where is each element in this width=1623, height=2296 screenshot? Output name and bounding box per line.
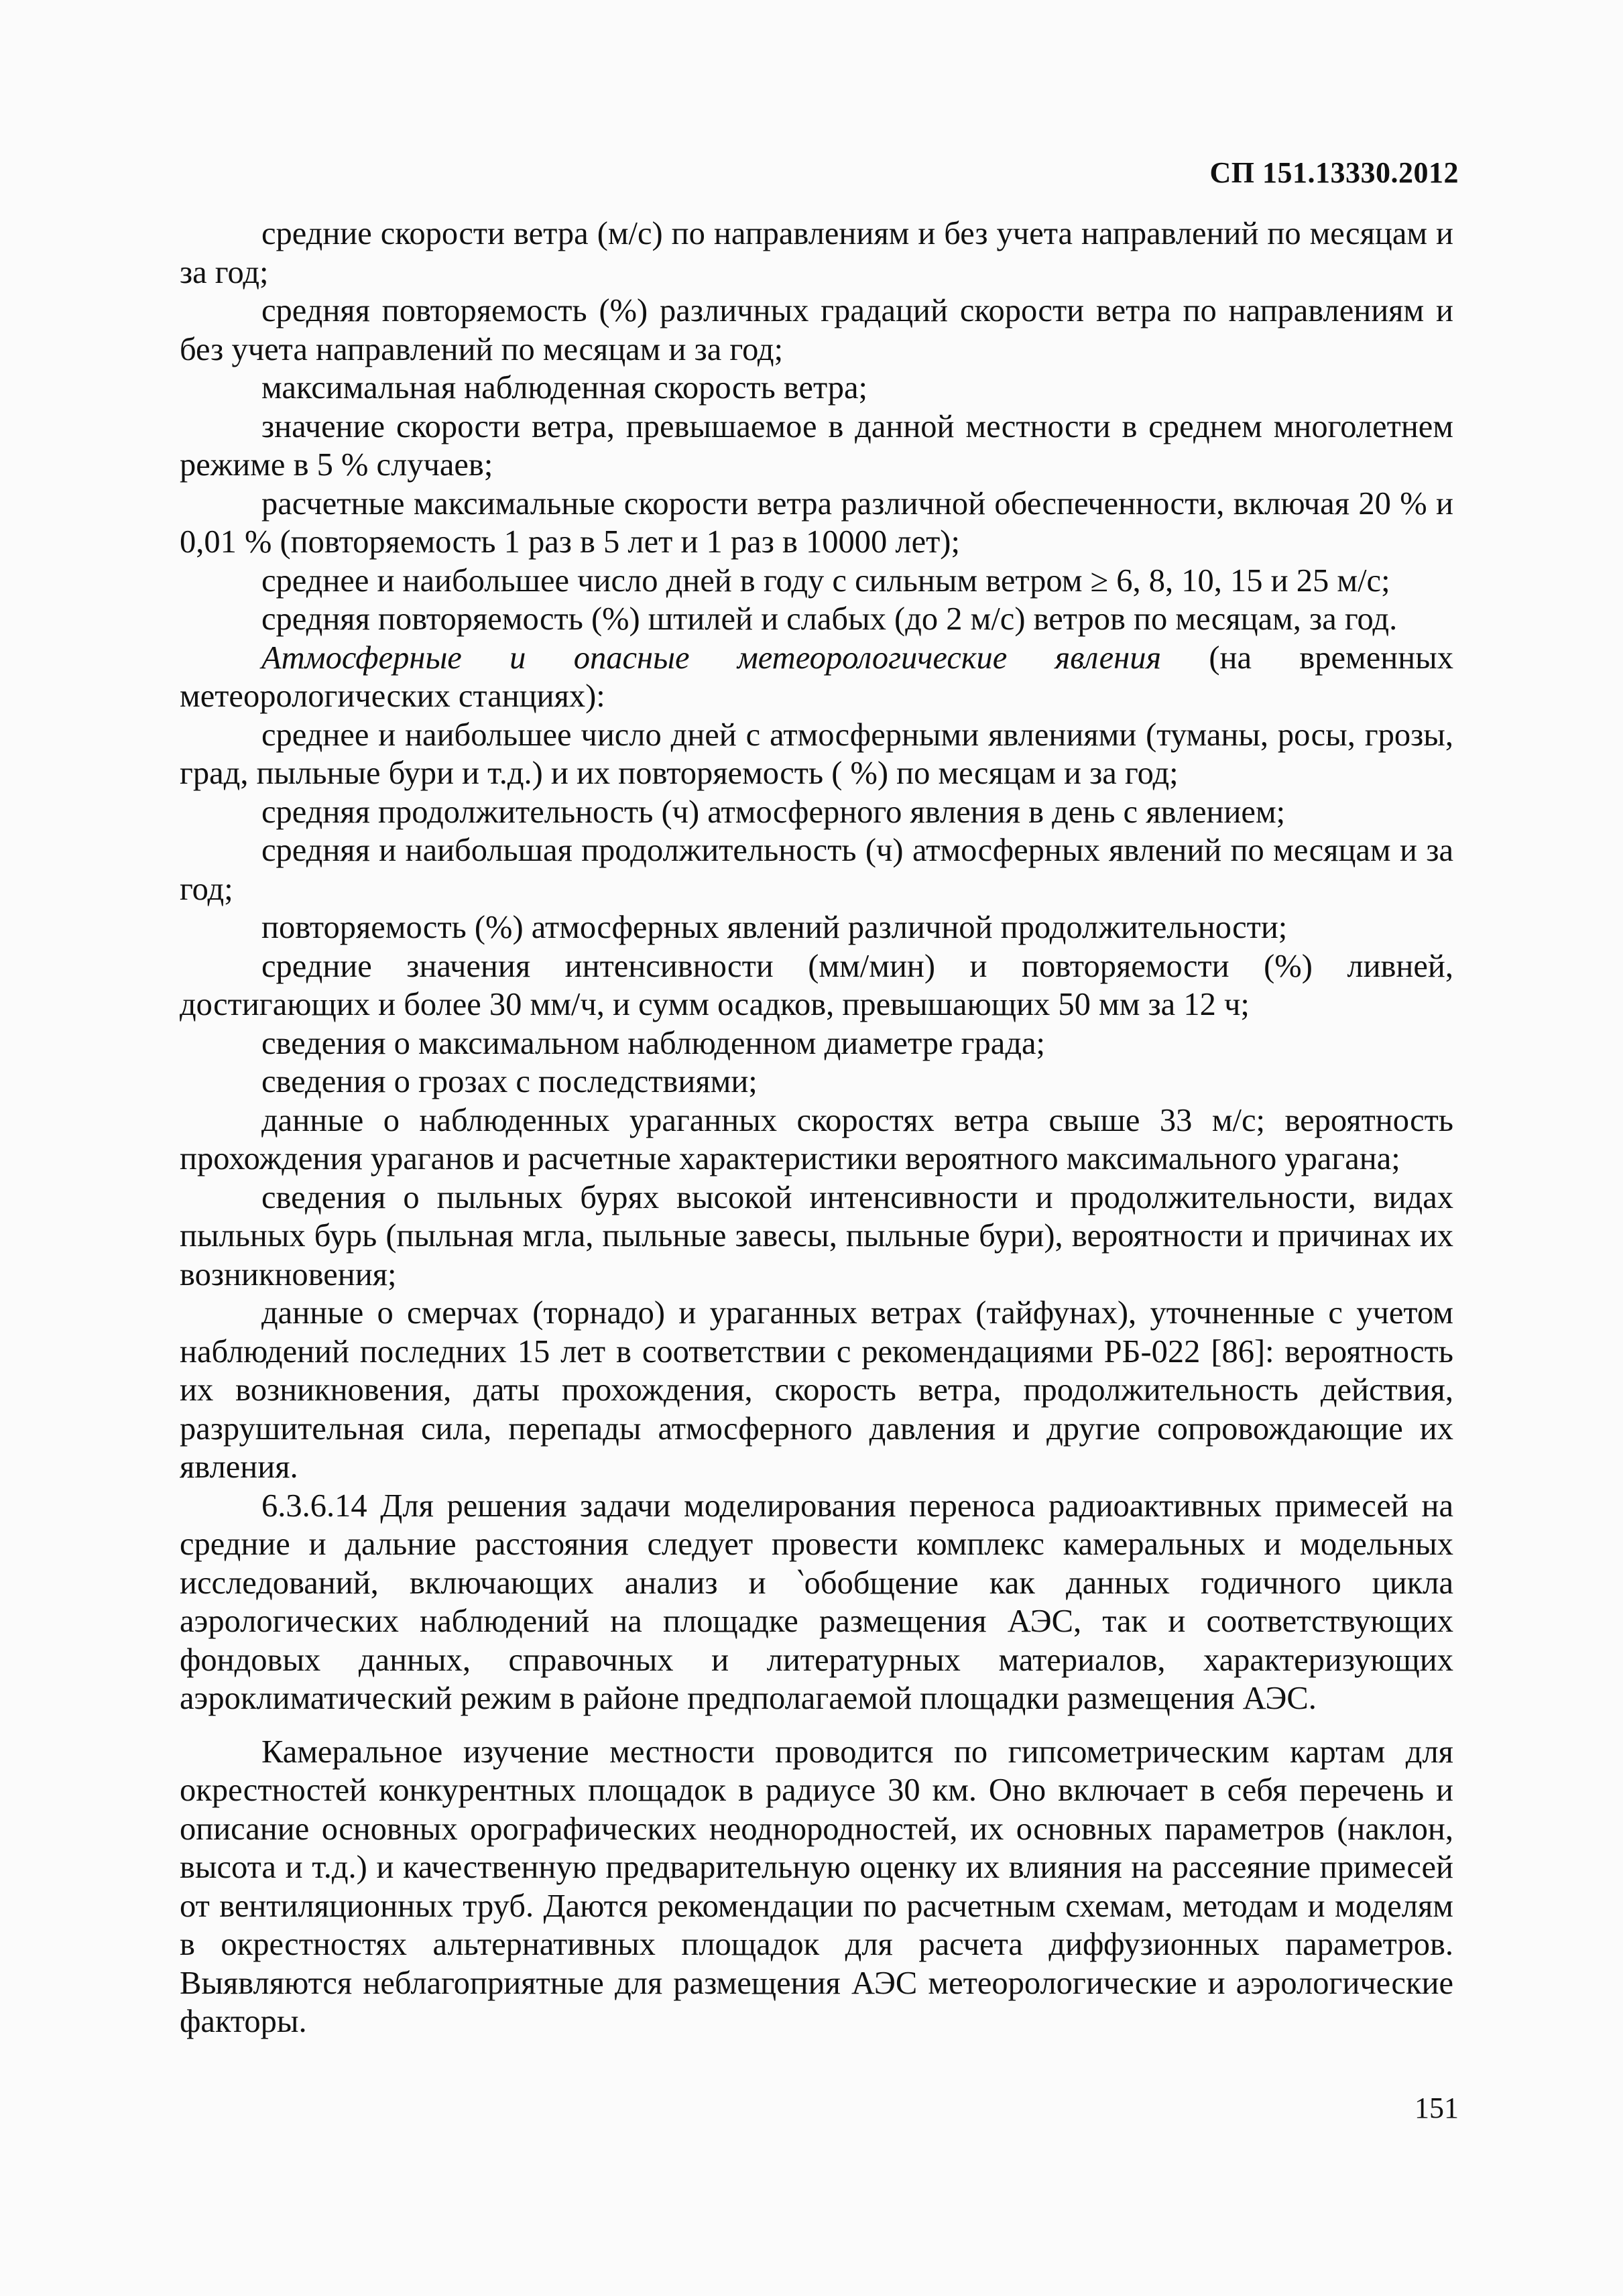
paragraph: средние значения интенсивности (мм/мин) и повторяемости (%) ливней, достигающих и более 30 мм/ч, и сумм осадков, превышающих 50 мм за 12 ч; — [180, 948, 1453, 1022]
paragraph: среднее и наибольшее число дней в году с сильным ветром ≥ 6, 8, 10, 15 и 25 м/с; — [261, 562, 1390, 599]
paragraph: средняя и наибольшая продолжительность (ч) атмосферных явлений по месяцам и за год; — [180, 833, 1453, 907]
paragraph: повторяемость (%) атмосферных явлений различной продолжительности; — [261, 910, 1288, 945]
atmospheric-phenomena-note: (на временных метеорологических станциях): — [180, 640, 1453, 714]
clause-6-3-6-14-paragraph: 6.3.6.14 Для решения задачи моделирования переноса радиоактивных примесей на средние и дальние расстояния следует провести комплекс камеральных и модельных исследований, включающих анализ и ‵обобщение как данных годичного цикла аэрологических наблюдений на площадке размещения АЭС, так и соответствующих фондовых данных, справочных и литературных материалов, характеризующих аэроклиматический режим в районе предполагаемой площадки размещения АЭС. — [180, 1488, 1453, 1716]
atmospheric-phenomena-paragraph — [180, 639, 1453, 716]
paragraph: данные о смерчах (торнадо) и ураганных ветрах (тайфунах), уточненные с учетом наблюдений последних 15 лет в соответствии с рекомендациями РБ-022 [86]: вероятность их возникновения, даты прохождения, скорость ветра, продолжительность действия, разрушительная сила, перепады атмосферного давления и другие сопровождающие их явления. — [180, 1295, 1453, 1485]
document-code-header: СП 151.13330.2012 — [1209, 156, 1459, 189]
atmospheric-phenomena-heading: Атмосферные и опасные метеорологические явления — [261, 640, 1161, 676]
paragraph: средние скорости ветра (м/с) по направлениям и без учета направлений по месяцам и за год; — [180, 216, 1453, 290]
paragraph: сведения о максимальном наблюденном диаметре града; — [261, 1025, 1045, 1061]
paragraph: сведения о грозах с последствиями; — [261, 1064, 758, 1099]
paragraph: Камеральное изучение местности проводится по гипсометрическим картам для окрестностей конкурентных площадок в радиусе 30 км. Оно включает в себя перечень и описание основных орографических неоднородностей, их основных параметров (наклон, высота и т.д.) и качественную предварительную оценку их влияния на рассеяние примесей от вентиляционных труб. Даются рекомендации по расчетным схемам, методам и моделям в окрестностях альтернативных площадок для расчета диффузионных параметров. Выявляются неблагоприятные для размещения АЭС метеорологические и аэрологические факторы. — [180, 1734, 1453, 2039]
paragraph: данные о наблюденных ураганных скоростях ветра свыше 33 м/с; вероятность прохождения ураганов и расчетные характеристики вероятного максимального урагана; — [180, 1102, 1453, 1176]
paragraph: максимальная наблюденная скорость ветра; — [261, 370, 867, 406]
paragraph: средняя продолжительность (ч) атмосферного явления в день с явлением; — [261, 794, 1286, 830]
document-body — [180, 215, 1453, 2041]
paragraph: расчетные максимальные скорости ветра различной обеспеченности, включая 20 % и 0,01 % (повторяемость 1 раз в 5 лет и 1 раз в 10000 лет); — [180, 485, 1453, 560]
paragraph: средняя повторяемость (%) различных градаций скорости ветра по направлениям и без учета направлений по месяцам и за год; — [180, 293, 1453, 367]
paragraph: сведения о пыльных бурях высокой интенсивности и продолжительности, видах пыльных бурь (пыльная мгла, пыльные завесы, пыльные бури), вероятности и причинах их возникновения; — [180, 1179, 1453, 1292]
paragraph: среднее и наибольшее число дней с атмосферными явлениями (туманы, росы, грозы, град, пыльные бури и т.д.) и их повторяемость ( %) по месяцам и за год; — [180, 717, 1453, 791]
paragraph: значение скорости ветра, превышаемое в данной местности в среднем многолетнем режиме в 5 % случаев; — [180, 408, 1453, 483]
paragraph: средняя повторяемость (%) штилей и слабых (до 2 м/с) ветров по месяцам, за год. — [261, 601, 1398, 637]
page-number: 151 — [1415, 2092, 1459, 2124]
